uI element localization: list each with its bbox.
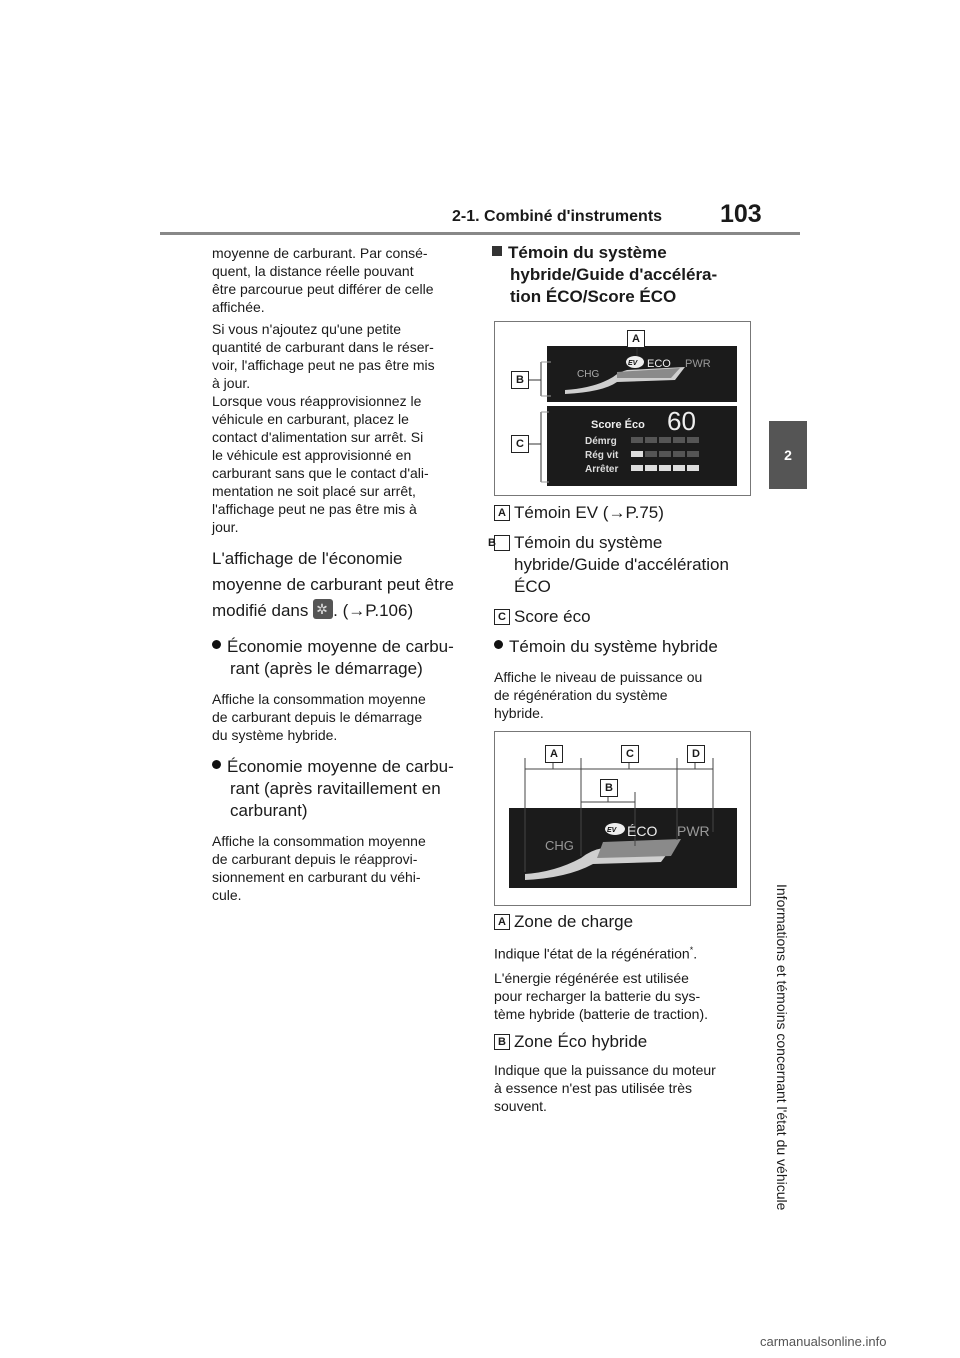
heading-square-icon bbox=[492, 246, 502, 256]
chapter-vertical-title: Informations et témoins concernant l'état du véhicule bbox=[774, 884, 790, 1211]
fig1-eco-text: ECO bbox=[647, 358, 671, 370]
fig1-row-label: Démrg bbox=[585, 436, 617, 447]
legend-item-b: B Témoin du système hybride/Guide d'accélération ÉCO bbox=[488, 533, 729, 596]
level-segment bbox=[645, 465, 657, 471]
bullet-dot-icon bbox=[212, 640, 221, 649]
level-segment bbox=[673, 437, 685, 443]
right-heading: Témoin du système hybride/Guide d'accéléra- tion ÉCO/Score ÉCO bbox=[492, 242, 762, 308]
level-segment bbox=[659, 451, 671, 457]
watermark: carmanualsonline.info bbox=[760, 1334, 887, 1349]
level-segment bbox=[631, 437, 643, 443]
level-segment bbox=[645, 451, 657, 457]
fig2-eco-text: ÉCO bbox=[627, 823, 658, 839]
fig2-label-d: D bbox=[687, 745, 705, 763]
zone-a-title: A Zone de charge bbox=[494, 911, 764, 933]
level-segment bbox=[673, 465, 685, 471]
legend-item-a: A Témoin EV (→P.75) bbox=[494, 502, 764, 524]
chapter-tab bbox=[769, 421, 807, 489]
fig1-score-value: 60 bbox=[667, 406, 696, 436]
fig2-pwr-text: PWR bbox=[677, 823, 710, 839]
fig2-ev-text: EV bbox=[607, 827, 617, 834]
paragraph-2: Si vous n'ajoutez qu'une petite quantité de carburant dans le réser- voir, l'affichage peut ne pas être mis à jour. bbox=[212, 321, 435, 391]
level-segment bbox=[687, 451, 699, 457]
fig1-level-bars bbox=[631, 437, 699, 471]
legend-list bbox=[488, 502, 764, 722]
bullet-hybrid-desc: Affiche le niveau de puissance ou de régénération du système hybride. bbox=[494, 669, 703, 721]
level-segment bbox=[687, 437, 699, 443]
paragraph-3: Lorsque vous réapprovisionnez le véhicule en carburant, placez le contact d'alimentation sur arrêt. Si le véhicule est approvisionné en carburant sans que le contact d'ali- mentation ne soit placé sur arrêt, l'affichage peut ne pas être mis à jour. bbox=[212, 393, 429, 535]
fig1-chg-text: CHG bbox=[577, 369, 600, 380]
fig1-label-a: A bbox=[627, 330, 645, 348]
level-segment bbox=[659, 437, 671, 443]
paragraph-1: moyenne de carburant. Par consé- quent, la distance réelle pouvant être parcourue peut différer de celle affichée. bbox=[212, 245, 434, 315]
legend-item-c: C Score éco bbox=[494, 606, 764, 628]
chapter-number: 2 bbox=[784, 447, 792, 463]
fig1-label-c: C bbox=[511, 435, 529, 453]
zone-b-desc: Indique que la puissance du moteur à essence n'est pas utilisée très souvent. bbox=[494, 1061, 716, 1114]
zone-b-title: B Zone Éco hybride bbox=[494, 1031, 764, 1053]
level-segment bbox=[687, 465, 699, 471]
eco-display-illustration bbox=[495, 322, 750, 495]
level-segment bbox=[659, 465, 671, 471]
zones-text bbox=[494, 911, 764, 1115]
bullet-after-start-desc: Affiche la consommation moyenne de carburant depuis le démarrage du système hybride. bbox=[212, 691, 426, 743]
fig1-ev-text: EV bbox=[628, 360, 638, 367]
bullet-after-refuel: Économie moyenne de carbu- rant (après ravitaillement en carburant) bbox=[212, 756, 468, 822]
fig2-label-b: B bbox=[600, 779, 618, 797]
figure-hybrid-zones bbox=[494, 731, 751, 906]
zone-a-desc-1: Indique l'état de la régénération*. bbox=[494, 945, 698, 962]
header-rule bbox=[160, 232, 800, 235]
paragraph-4: L'affichage de l'économie moyenne de carburant peut être modifié dans ✲ . (→P.106) bbox=[212, 546, 468, 624]
bullet-hybrid-indicator: Témoin du système hybride bbox=[494, 636, 764, 658]
left-column bbox=[212, 244, 468, 904]
figure-eco-display bbox=[494, 321, 751, 496]
section-title: 2-1. Combiné d'instruments bbox=[452, 208, 663, 225]
fig1-row-label: Rég vit bbox=[585, 450, 619, 461]
bullet-dot-icon bbox=[494, 640, 503, 649]
level-segment bbox=[673, 451, 685, 457]
zone-a-desc-2: L'énergie régénérée est utilisée pour recharger la batterie du sys- tème hybride (batterie de traction). bbox=[494, 969, 708, 1022]
bullet-dot-icon bbox=[212, 760, 221, 769]
fig2-label-c: C bbox=[621, 745, 639, 763]
fig2-label-a: A bbox=[545, 745, 563, 763]
fig2-chg-text: CHG bbox=[545, 838, 574, 853]
fig1-row-label: Arrêter bbox=[585, 464, 619, 475]
fig1-pwr-text: PWR bbox=[685, 358, 711, 370]
fig1-label-b: B bbox=[511, 371, 529, 389]
page-number: 103 bbox=[720, 200, 762, 228]
bullet-after-refuel-desc: Affiche la consommation moyenne de carburant depuis le réapprovi- sionnement en carburant du véhi- cule. bbox=[212, 833, 426, 903]
fig1-score-label: Score Éco bbox=[591, 419, 645, 431]
level-segment bbox=[631, 451, 643, 457]
level-segment bbox=[645, 437, 657, 443]
bullet-after-start: Économie moyenne de carbu- rant (après le démarrage) bbox=[212, 636, 468, 680]
level-segment bbox=[631, 465, 643, 471]
gear-icon bbox=[313, 599, 333, 619]
